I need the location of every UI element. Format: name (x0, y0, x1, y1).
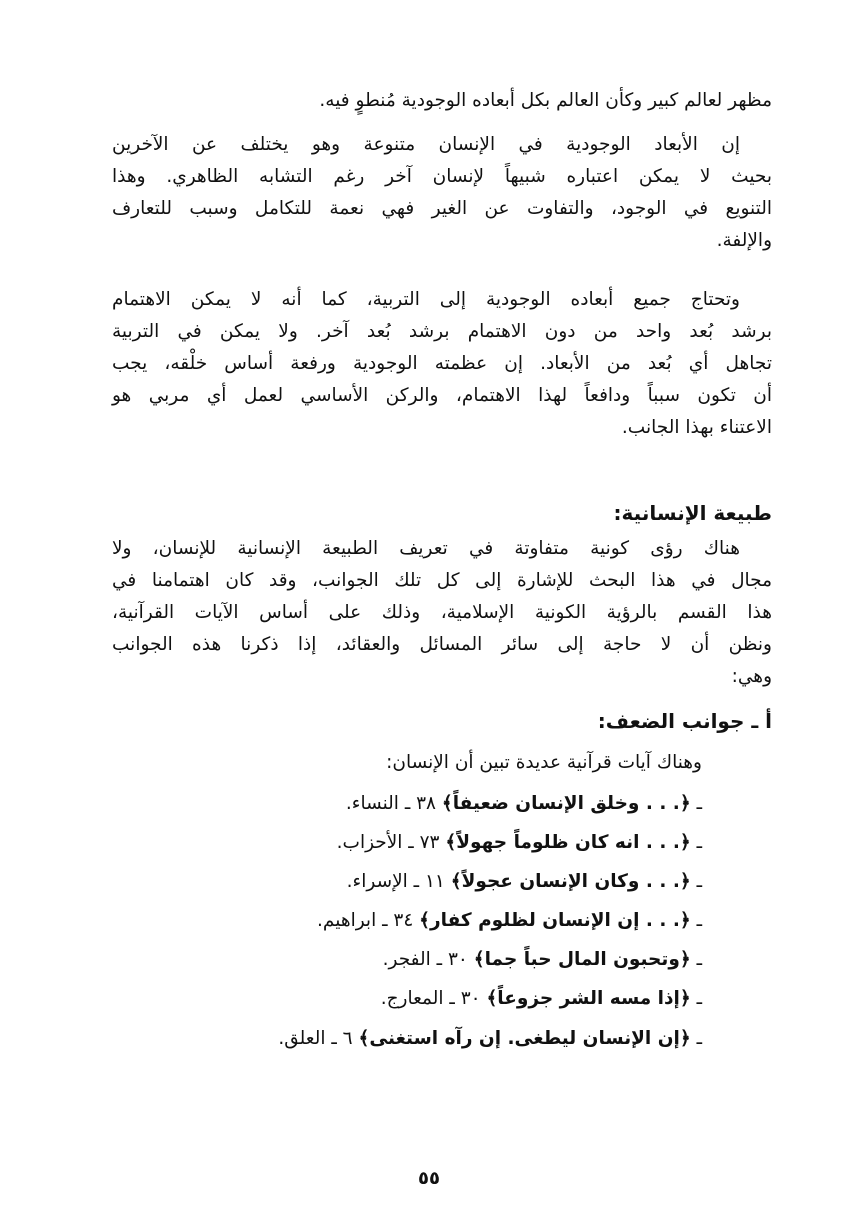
paragraph-line: إن الأبعاد الوجودية في الإنسان متنوعة وهو يختلف عن الآخرين (112, 134, 740, 155)
paragraph-line: وتحتاج جميع أبعاده الوجودية إلى التربية، كما أنه لا يمكن الاهتمام (112, 289, 740, 310)
verse-reference: ٣٠ ـ المعارج. (380, 988, 487, 1009)
subsection-heading: أ ـ جوانب الضعف: (597, 709, 772, 733)
verse-reference: ٦ ـ العلق. (278, 1028, 359, 1049)
paragraph-line: مظهر لعالم كبير وكأن العالم بكل أبعاده الوجودية مُنطوٍ فيه. (319, 90, 772, 111)
verse-dash: ـ (690, 1028, 702, 1049)
verse-quote: ﴿. . . إن الإنسان لظلوم كفار﴾ (419, 910, 691, 931)
verse-item (381, 984, 702, 1014)
verse-dash: ـ (690, 793, 702, 814)
page-number: ٥٥ (418, 1168, 440, 1189)
paragraph-line: برشد بُعد واحد من دون الاهتمام برشد بُعد آخر. ولا يمكن في التربية (112, 321, 772, 342)
verse-item (317, 906, 702, 936)
verse-dash: ـ (690, 910, 702, 931)
paragraph-line: هناك رؤى كونية متفاوتة في تعريف الطبيعة الإنسانية للإنسان، ولا (112, 538, 740, 559)
verse-item (347, 867, 702, 897)
verse-dash: ـ (690, 988, 702, 1009)
verse-item (383, 945, 702, 975)
verse-item (278, 1024, 702, 1054)
paragraph-line: التنويع في الوجود، والتفاوت عن الغير فهي نعمة للتكامل وسبب للتعارف (112, 198, 772, 219)
paragraph-line: وهي: (731, 666, 772, 687)
verse-dash: ـ (690, 949, 702, 970)
verse-quote: ﴿إذا مسه الشر جزوعاً﴾ (486, 988, 691, 1009)
section-heading: طبيعة الإنسانية: (613, 501, 772, 525)
verse-quote: ﴿. . . وكان الإنسان عجولاً﴾ (450, 871, 691, 892)
paragraph-line: والإلفة. (716, 230, 772, 251)
paragraph-line: هذا القسم بالرؤية الكونية الإسلامية، وذلك على أساس الآيات القرآنية، (112, 602, 772, 623)
paragraph-line: أن تكون سبباً ودافعاً لهذا الاهتمام، والركن الأساسي لعمل أي مربي هو (112, 385, 772, 406)
verse-reference: ٣٨ ـ النساء. (345, 793, 442, 814)
paragraph-line: الاعتناء بهذا الجانب. (621, 417, 772, 438)
paragraph-line: تجاهل أي بُعد من الأبعاد. إن عظمته الوجودية ورفعة أساس خلْقه، يجب (112, 353, 772, 374)
paragraph-line: ونظن أن لا حاجة إلى سائر المسائل والعقائد، إذا ذكرنا هذه الجوانب (112, 634, 772, 655)
verse-reference: ٣٠ ـ الفجر. (382, 949, 474, 970)
list-intro: وهناك آيات قرآنية عديدة تبين أن الإنسان: (386, 752, 702, 773)
verse-quote: ﴿إن الإنسان ليطغى. إن رآه استغنى﴾ (358, 1028, 691, 1049)
paragraph-line: مجال في هذا البحث للإشارة إلى كل تلك الجوانب، وقد كان اهتمامنا في (112, 570, 772, 591)
verse-dash: ـ (690, 871, 702, 892)
verse-reference: ٧٣ ـ الأحزاب. (336, 832, 446, 853)
verse-quote: ﴿. . . انه كان ظلوماً جهولاً﴾ (445, 832, 691, 853)
verse-quote: ﴿وتحبون المال حباً جما﴾ (473, 949, 691, 970)
paragraph-line: بحيث لا يمكن اعتباره شبيهاً لإنسان آخر رغم التشابه الظاهري. وهذا (112, 166, 772, 187)
verse-reference: ٣٤ ـ ابراهيم. (317, 910, 420, 931)
verse-dash: ـ (690, 832, 702, 853)
verse-item (346, 789, 702, 819)
verse-quote: ﴿. . . وخلق الإنسان ضعيفاً﴾ (441, 793, 691, 814)
verse-reference: ١١ ـ الإسراء. (346, 871, 451, 892)
verse-item (337, 828, 702, 858)
